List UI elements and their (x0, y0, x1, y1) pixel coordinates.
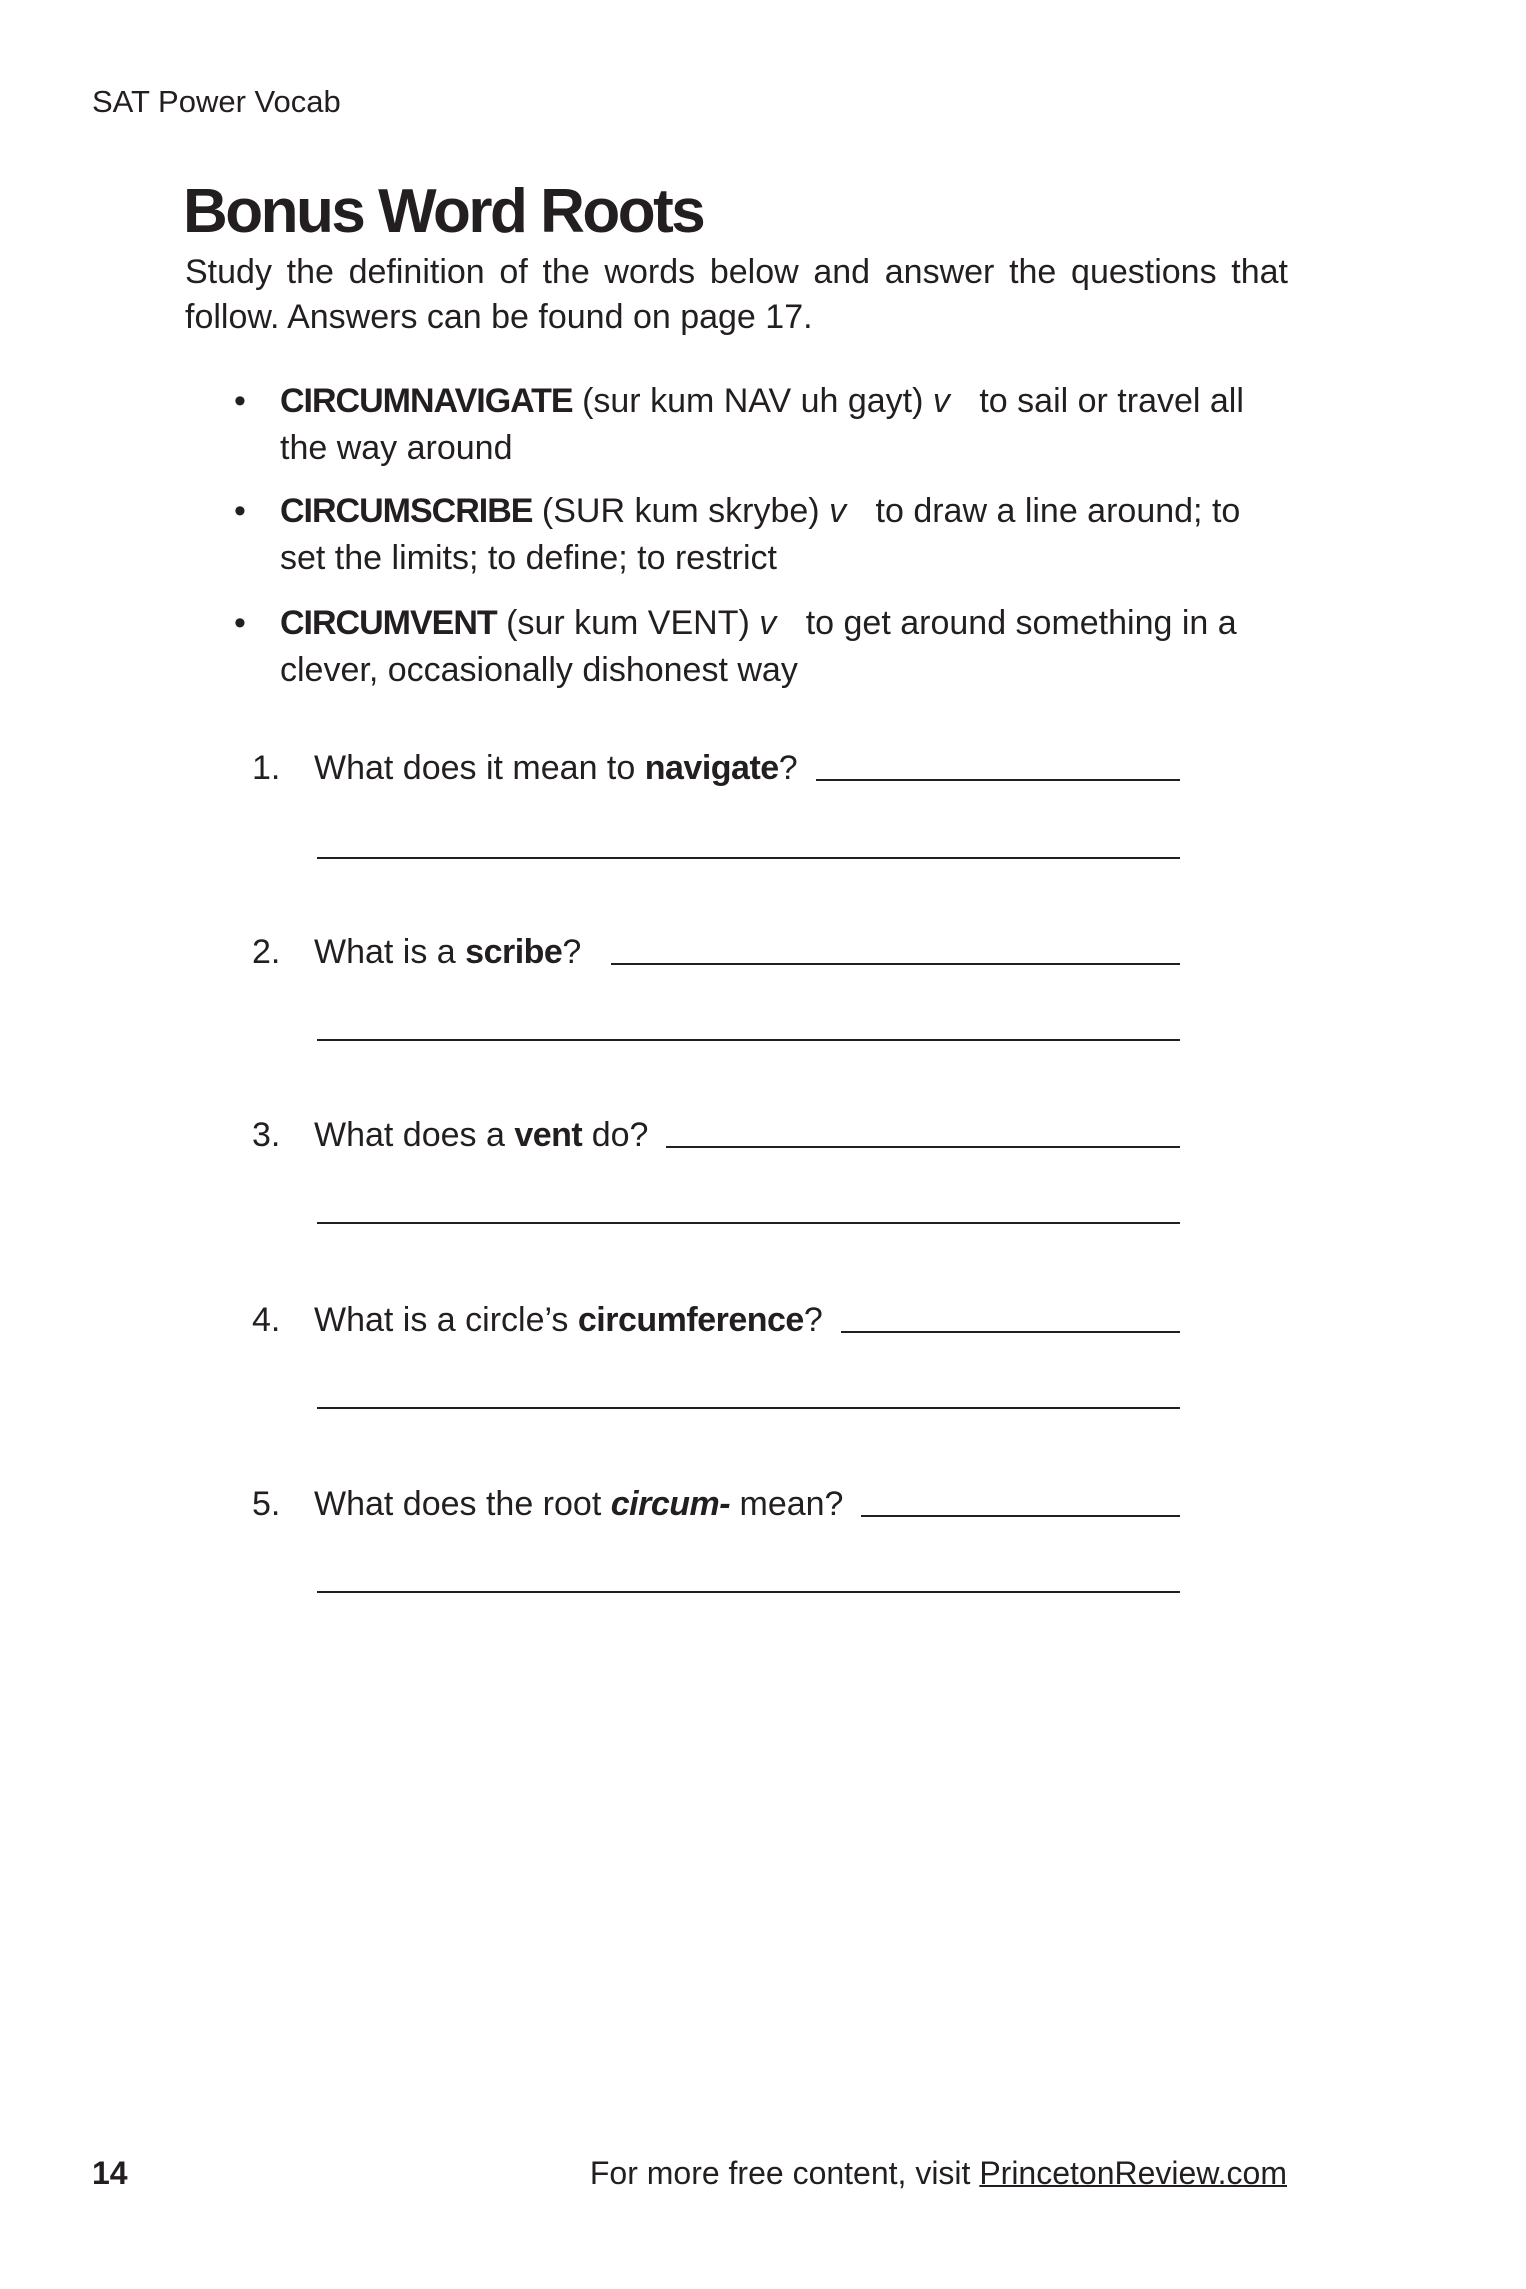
part-of-speech: v (932, 382, 950, 420)
answer-line[interactable] (317, 1407, 1180, 1409)
page-title: Bonus Word Roots (183, 177, 704, 246)
question-text: What is a circle’s circumference? (314, 1301, 823, 1339)
question-text: What does a vent do? (314, 1116, 649, 1154)
bullet-icon: • (234, 382, 246, 420)
part-of-speech: v (829, 492, 847, 530)
footer-text: For more free content, visit PrincetonReview.com (589, 2155, 1287, 2191)
definition: to get around something in a clever, occasionally dishonest way (280, 604, 1237, 689)
intro-paragraph: Study the definition of the words below and answer the questions that follow. Answers can be found on page 17. (185, 253, 1288, 336)
answer-blank[interactable] (816, 779, 1180, 781)
princeton-review-link[interactable]: PrincetonReview.com (979, 2155, 1287, 2191)
question (252, 1482, 1180, 1526)
word: CIRCUMSCRIBE (280, 492, 533, 530)
question-number: 1. (252, 749, 281, 787)
page-number: 14 (92, 2155, 128, 2191)
running-header: SAT Power Vocab (92, 84, 341, 119)
word: CIRCUMVENT (280, 604, 497, 642)
answer-line[interactable] (317, 857, 1180, 859)
answer-blank[interactable] (861, 1515, 1180, 1517)
answer-line[interactable] (317, 1222, 1180, 1224)
question (252, 1113, 1180, 1157)
question-number: 3. (252, 1116, 281, 1154)
bullet-icon: • (234, 604, 246, 642)
word: CIRCUMNAVIGATE (280, 382, 573, 420)
question-number: 4. (252, 1301, 281, 1339)
answer-line[interactable] (317, 1591, 1180, 1593)
definition: to draw a line around; to set the limits; to define; to restrict (280, 492, 1241, 577)
question-text: What is a scribe? (314, 933, 582, 971)
question (252, 930, 1180, 974)
word-entry (234, 600, 1288, 694)
pronunciation: (SUR kum skrybe) (541, 492, 820, 530)
pronunciation: (sur kum NAV uh gayt) (582, 382, 924, 420)
word-entry (234, 378, 1288, 472)
answer-blank[interactable] (611, 963, 1180, 965)
question (252, 1298, 1180, 1342)
pronunciation: (sur kum VENT) (506, 604, 750, 642)
question (252, 746, 1180, 790)
answer-blank[interactable] (666, 1146, 1180, 1148)
part-of-speech: v (759, 604, 777, 642)
question-number: 2. (252, 933, 281, 971)
question-text: What does it mean to navigate? (314, 749, 798, 787)
bullet-icon: • (234, 492, 246, 530)
question-text: What does the root circum- mean? (314, 1485, 844, 1523)
definition: to sail or travel all the way around (280, 382, 1244, 467)
question-number: 5. (252, 1485, 281, 1523)
answer-line[interactable] (317, 1039, 1180, 1041)
answer-blank[interactable] (841, 1331, 1180, 1333)
word-entry (234, 488, 1288, 582)
